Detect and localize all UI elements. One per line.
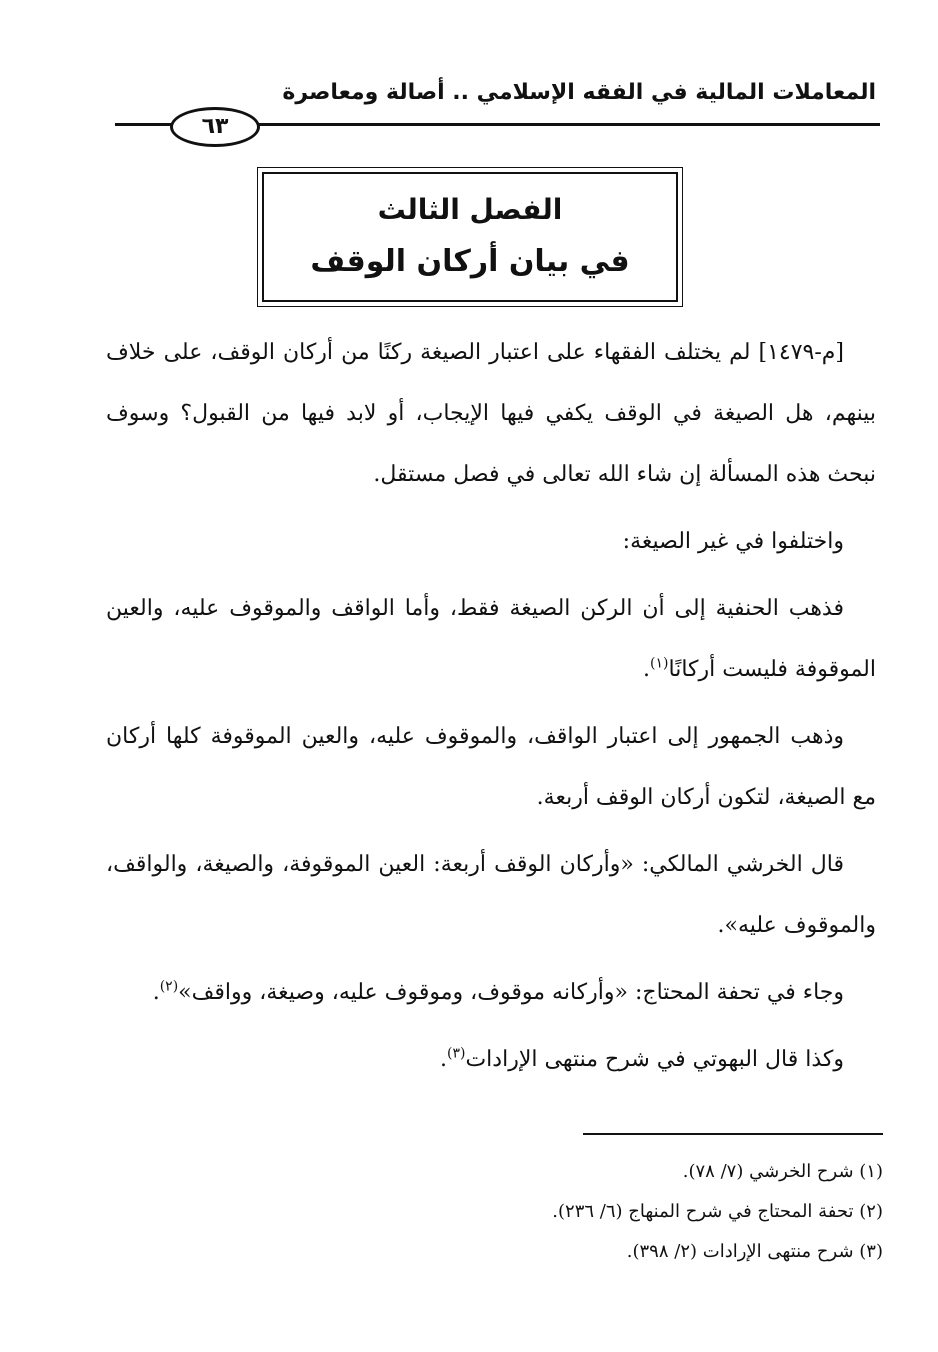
paragraph-4: وذهب الجمهور إلى اعتبار الواقف، والموقوف عليه، والعين الموقوفة كلها أركان مع الصيغة، لتكون أركان الوقف أربعة. [106,724,876,810]
footnote-ref-3[interactable]: (٣) [447,1045,466,1062]
paragraph-3-text: فذهب الحنفية إلى أن الركن الصيغة فقط، وأما الواقف والموقوف عليه، والعين الموقوفة فليست أركانًا [106,596,876,682]
paragraph-6 [106,962,876,1023]
paragraph-6-text: وجاء في تحفة المحتاج: «وأركانه موقوف، وموقوف عليه، وصيغة، وواقف» [178,980,844,1005]
page-number: ٦٣ [170,107,260,147]
main-text [106,322,876,1096]
paragraph-7 [106,1029,876,1090]
paragraph-2: واختلفوا في غير الصيغة: [622,529,844,554]
paragraph-3-end: . [643,657,651,682]
paragraph-7-end: . [440,1047,447,1072]
paragraph-1: [م-١٤٧٩] لم يختلف الفقهاء على اعتبار الصيغة ركنًا من أركان الوقف، على خلاف بينهم، هل الصيغة في الوقف يكفي فيها الإيجاب، أو لابد فيها من القبول؟ وسوف نبحث هذه المسألة إن شاء الله تعالى في فصل مستقل. [106,340,876,487]
footnote-1: (١) شرح الخرشي (٧/ ٧٨). [682,1161,883,1182]
chapter-title: الفصل الثالث [377,193,563,226]
footnote-separator [583,1133,883,1135]
chapter-title-box [262,172,678,302]
footnote-ref-2[interactable]: (٢) [159,978,179,995]
chapter-subtitle: في بيان أركان الوقف [310,244,630,279]
running-header-title: المعاملات المالية في الفقه الإسلامي .. أصالة ومعاصرة [282,80,876,105]
footnote-2: (٢) تحفة المحتاج في شرح المنهاج (٦/ ٢٣٦). [552,1201,883,1222]
footnote-3: (٣) شرح منتهى الإرادات (٢/ ٣٩٨). [626,1241,883,1262]
paragraph-6-end: . [152,980,160,1005]
footnote-ref-1[interactable]: (١) [650,655,669,672]
paragraph-3 [106,578,876,700]
paragraph-5: قال الخرشي المالكي: «وأركان الوقف أربعة: العين الموقوفة، والصيغة، والواقف، والموقوف عليه». [106,852,876,938]
footnotes [103,1152,883,1272]
paragraph-7-text: وكذا قال البهوتي في شرح منتهى الإرادات [465,1047,844,1072]
